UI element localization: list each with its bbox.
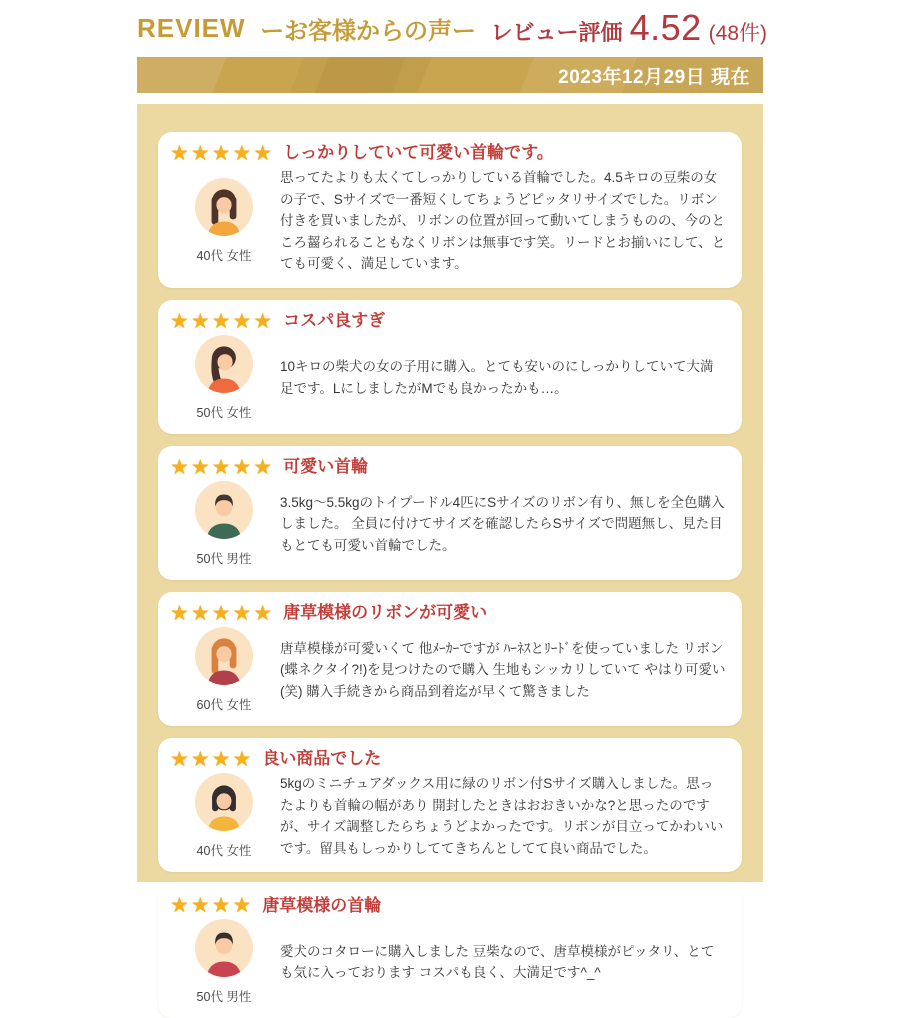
review-card: [158, 132, 742, 288]
reviewer-avatar: [195, 178, 253, 241]
star-rating-icons: ★★★★: [170, 894, 254, 918]
review-title: 唐草模様のリボンが可愛い: [283, 603, 488, 623]
review-text: 10キロの柴犬の女の子用に購入。とても安いのにしっかりしていて大満足です。LにしましたがMでも良かったかも…。: [280, 359, 714, 396]
star-rating-icons: ★★★★★: [170, 309, 275, 333]
review-area: [137, 104, 763, 1005]
reviewer-avatar: [195, 335, 253, 398]
review-title: しっかりしていて可愛い首輪です。: [283, 143, 554, 163]
reviewer-label: 50代 男性: [196, 990, 252, 1005]
man-short-hair-avatar-icon: [195, 919, 253, 977]
reviewer-avatar: [195, 627, 253, 690]
date-banner: [137, 57, 763, 93]
review-text: 唐草模様が可愛いくて 他ﾒｰｶｰですが ﾊｰﾈｽとﾘｰﾄﾞを使っていました リボン(蝶ネクタイ?!)を見つけたので購入 生地もシッカリしていて やはり可愛い(笑) 購入手続きから商品到着迄が早くて驚きました: [280, 640, 726, 699]
review-card-header: [168, 749, 728, 770]
review-text: 愛犬のコタローに購入しました 豆柴なので、唐草模様がピッタリ、とても気に入っております コスパも良く、大満足です^_^: [280, 943, 715, 981]
review-card-header: [168, 895, 728, 916]
review-title: コスパ良すぎ: [283, 311, 386, 331]
reviewer-info: [168, 627, 280, 713]
review-card-body: [168, 627, 728, 713]
review-title: 可愛い首輪: [283, 457, 369, 477]
reviewer-info: [168, 773, 280, 859]
review-card-header: [168, 143, 728, 164]
review-text: 5kgのミニチュアダックス用に緑のリボン付Sサイズ購入しました。思ったよりも首輪の幅があり 開封したときはおおきいかな?と思ったのですが、サイズ調整したらちょうどよかったです。リボンが目立ってかわいいです。留具もしっかりしててきちんとしてて良い商品でした。: [280, 775, 724, 856]
review-card-body: [168, 481, 728, 567]
reviewer-label: 60代 女性: [196, 697, 252, 712]
star-rating-icons: ★★★★★: [170, 142, 275, 165]
rating-value: 4.52: [629, 7, 702, 48]
rating-count: (48件): [708, 22, 767, 45]
rating-label: レビュー評価: [490, 20, 623, 45]
reviewer-label: 50代 女性: [196, 405, 252, 420]
man-short-hair-avatar-icon: [195, 481, 253, 539]
reviewer-info: [168, 481, 280, 567]
reviewer-avatar: [195, 773, 253, 836]
review-card-header: [168, 457, 728, 478]
review-text: 3.5kg〜5.5kgのトイプードル4匹にSサイズのリボン有り、無しを全色購入しました。 全員に付けてサイズを確認したらSサイズで問題無し、見た目もとても可愛い首輪でした。: [280, 494, 725, 553]
reviewer-label: 50代 男性: [196, 551, 252, 566]
woman-side-hair-avatar-icon: [195, 335, 253, 393]
review-heading-en: REVIEW: [137, 12, 246, 43]
reviewer-label: 40代 女性: [196, 248, 252, 263]
reviewer-label: 40代 女性: [196, 844, 252, 859]
star-rating-icons: ★★★★★: [170, 601, 275, 625]
review-card-body: [168, 773, 728, 859]
woman-long-hair-avatar-icon: [195, 627, 253, 685]
review-card-body: [168, 167, 728, 275]
customer-voice-subtitle: ーお客様からの声ー: [260, 17, 477, 45]
review-card: [158, 446, 742, 580]
review-title: 良い商品でした: [262, 749, 382, 769]
woman-bob-hair-avatar-icon: [195, 773, 253, 831]
review-card-header: [168, 603, 728, 624]
reviewer-info: [168, 335, 280, 421]
review-card: [158, 592, 742, 726]
rating-summary: [491, 7, 767, 49]
review-card-header: [168, 311, 728, 332]
review-list: [137, 132, 763, 1018]
star-rating-icons: ★★★★★: [170, 455, 275, 479]
review-card: [158, 738, 742, 872]
review-card: [158, 884, 742, 1018]
woman-long-hair-avatar-icon: [195, 178, 253, 236]
review-card: [158, 300, 742, 434]
review-card-body: [168, 335, 728, 421]
review-title: 唐草模様の首輪: [262, 895, 382, 915]
review-text: 思ってたよりも太くてしっかりしている首輪でした。4.5キロの豆柴の女の子で、Sサイズで一番短くしてちょうどピッタリサイズでした。リボン付きを買いましたが、リボンの位置が回って動いてしまうものの、今のところ齧られることもなくリボンは無事です笑。リードとお揃いにして、とても可愛く、満足しています。: [280, 170, 726, 272]
reviewer-avatar: [195, 919, 253, 982]
reviewer-avatar: [195, 481, 253, 544]
reviewer-info: [168, 919, 280, 1005]
reviewer-info: [168, 178, 280, 264]
review-card-body: [168, 919, 728, 1005]
banner-date-text: 2023年12月29日 現在: [558, 66, 750, 88]
star-rating-icons: ★★★★: [170, 747, 254, 771]
header: [137, 6, 767, 50]
